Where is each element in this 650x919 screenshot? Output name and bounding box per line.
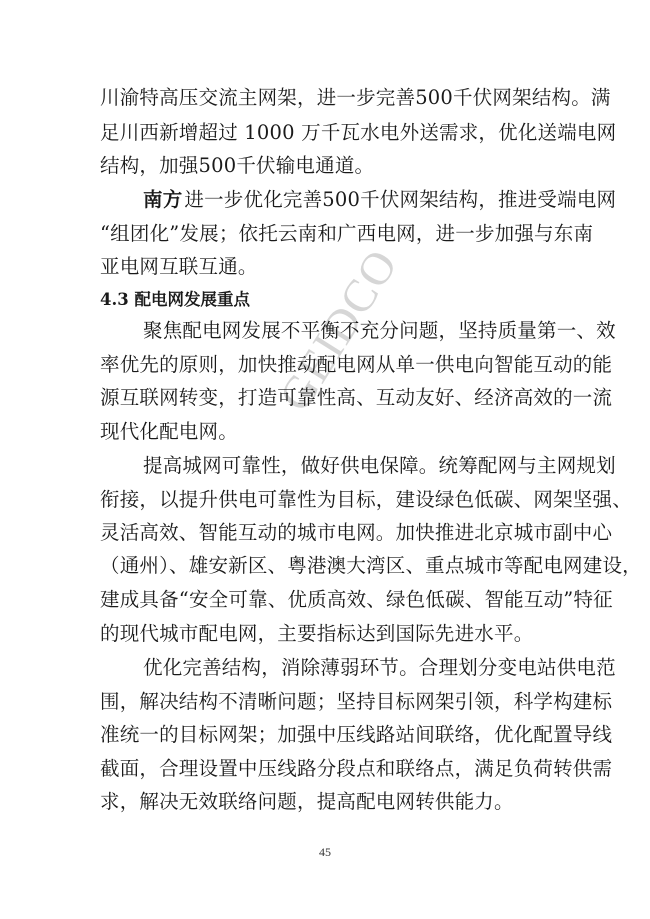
paragraph-line: 灵活高效、智能互动的城市电网。加快推进北京城市副中心 bbox=[100, 521, 613, 544]
paragraph-line: 截面，合理设置中压线路分段点和联络点，满足负荷转供需 bbox=[100, 757, 613, 780]
paragraph-line: 围，解决结构不清晰问题；坚持目标网架引领，科学构建标 bbox=[100, 690, 613, 713]
paragraph-line: 求，解决无效联络问题，提高配电网转供能力。 bbox=[100, 790, 514, 813]
paragraph-line: 亚电网互联互通。 bbox=[100, 255, 258, 278]
paragraph-line: 提高城网可靠性，做好供电保障。统筹配网与主网规划 bbox=[143, 454, 616, 477]
watermark: GEIDCO bbox=[268, 240, 408, 420]
paragraph-line: 足川西新增超过 1000 万千瓦水电外送需求，优化送端电网 bbox=[100, 121, 617, 144]
paragraph-line: 聚焦配电网发展不平衡不充分问题，坚持质量第一、效 bbox=[143, 319, 616, 342]
paragraph-line: “组团化”发展；依托云南和广西电网，进一步加强与东南 bbox=[100, 222, 594, 245]
paragraph-line: 源互联网转变，打造可靠性高、互动友好、经济高效的一流 bbox=[100, 386, 613, 409]
paragraph-line: 衔接，以提升供电可靠性为目标，建设绿色低碳、网架坚强、 bbox=[100, 488, 632, 511]
paragraph-line: 现代化配电网。 bbox=[100, 420, 238, 443]
paragraph-line: （通州）、雄安新区、粤港澳大湾区、重点城市等配电网建设， bbox=[100, 554, 642, 577]
paragraph-line: 的现代城市配电网，主要指标达到国际先进水平。 bbox=[100, 622, 534, 645]
paragraph-line: 率优先的原则，加快推动配电网从单一供电向智能互动的能 bbox=[100, 353, 613, 376]
paragraph-line: 进一步优化完善500千伏网架结构，推进受端电网 bbox=[184, 188, 617, 211]
paragraph-first-line bbox=[143, 188, 617, 212]
region-label: 南方 bbox=[143, 188, 183, 211]
paragraph-line: 川渝特高压交流主网架，进一步完善500千伏网架结构。满 bbox=[100, 86, 611, 109]
paragraph-line: 建成具备“安全可靠、优质高效、绿色低碳、智能互动”特征 bbox=[100, 588, 613, 611]
paragraph-line: 准统一的目标网架；加强中压线路站间联络，优化配置导线 bbox=[100, 723, 613, 746]
paragraph-line: 结构，加强500千伏输电通道。 bbox=[100, 154, 375, 177]
paragraph-line: 优化完善结构，消除薄弱环节。合理划分变电站供电范 bbox=[143, 656, 616, 679]
page-number: 45 bbox=[319, 845, 331, 859]
section-heading: 4.3 配电网发展重点 bbox=[100, 290, 250, 309]
